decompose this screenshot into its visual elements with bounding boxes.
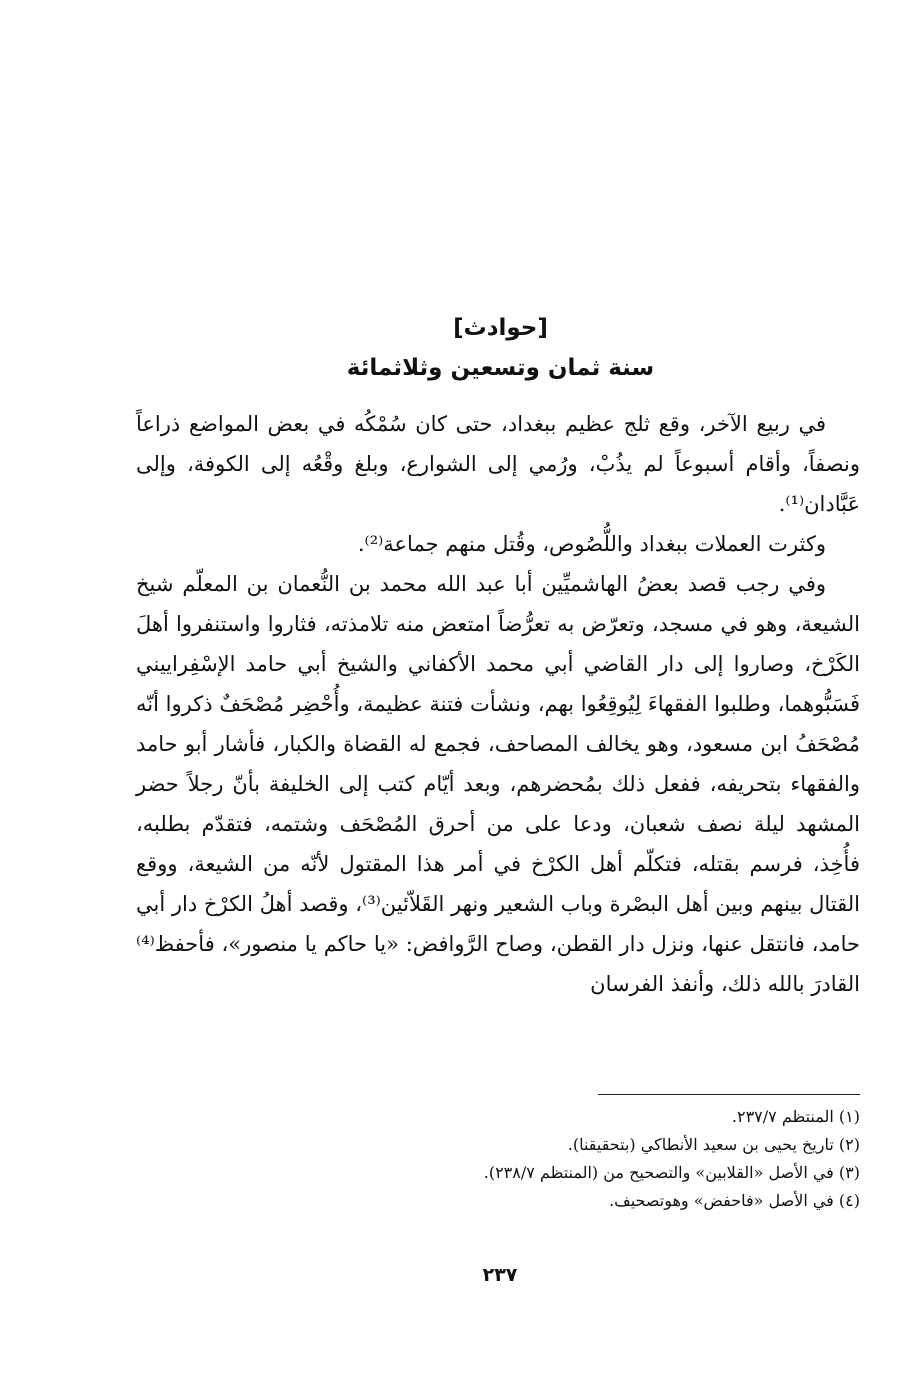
footnote-divider <box>598 1094 860 1095</box>
section-label: [حوادث] <box>453 315 548 341</box>
paragraph-rajab-events: وفي رجب قصد بعضُ الهاشميِّين أبا عبد الله محمد بن النُّعمان بن المعلّم شيخ الشيعة، وهو في مسجد، وتعرّض به تعرُّضاً امتعض منه تلامذته، فثاروا واستنفروا أهلَ الكَرْخ، وصاروا إلى دار القاضي أبي محمد الأكفاني والشيخ أبي حامد الإسْفِراييني فَسَبُّوهما، وطلبوا الفقهاءَ لِيُوقِعُوا بهم، ونشأت فتنة عظيمة، وأُحْضِر مُصْحَفٌ ذكروا أنّه مُصْحَفُ ابن مسعود، وهو يخالف المصاحف، فجمع له القضاة والكبار، فأشار أبو حامد والفقهاء بتحريفه، ففعل ذلك بمُحضرهم، وبعد أيّام كتب إلى الخليفة بأنّ رجلاً حضر المشهد ليلة نصف شعبان، ودعا على من أحرق المُصْحَف وشتمه، فتقدّم بطلبه، فأُخِذ، فرسم بقتله، فتكلّم أهل الكرْخ في أمر هذا المقتول لأنّه من الشيعة، ووقع القتال بينهم وبين أهل البصْرة وباب الشعير ونهر القَلاّئين⁽³⁾، وقصد أهلُ الكرْخ دار أبي حامد، فانتقل عنها، ونزل دار القطن، وصاح الرَّوافض: «يا حاكم يا منصور»، فأحفظ⁽⁴⁾ القادرَ بالله ذلك، وأنفذ الفرسان <box>136 572 860 996</box>
year-title: سنة ثمان وتسعين وثلاثمائة <box>346 355 655 381</box>
page-number: ٢٣٧ <box>482 1264 518 1286</box>
footnote-4: (٤) في الأصل «فاحفض» وهوتصحيف. <box>609 1191 860 1210</box>
footnote-2: (٢) تاريخ يحيى بن سعيد الأنطاكي (بتحقيقنا). <box>567 1135 860 1154</box>
paragraph-thieves: وكثرت العملات ببغداد واللُّصُوص، وقُتل منهم جماعة⁽²⁾. <box>357 532 826 556</box>
footnote-3: (٣) في الأصل «القلابين» والتصحيح من (المنتظم ٢٣٨/٧). <box>483 1163 860 1182</box>
chapter-heading <box>140 308 861 388</box>
footnote-1: (١) المنتظم ٢٣٧/٧. <box>731 1107 860 1126</box>
body-text <box>136 404 860 1004</box>
footnotes <box>300 1103 860 1215</box>
paragraph-snowfall: في ربيع الآخر، وقع ثلج عظيم ببغداد، حتى كان سُمْكُه في بعض المواضع ذراعاً ونصفاً، وأقام أسبوعاً لم يذُبْ، ورُمي إلى الشوارع، وبلغ وقْعُه إلى الكوفة، وإلى عَبَّادان⁽¹⁾. <box>136 412 860 516</box>
